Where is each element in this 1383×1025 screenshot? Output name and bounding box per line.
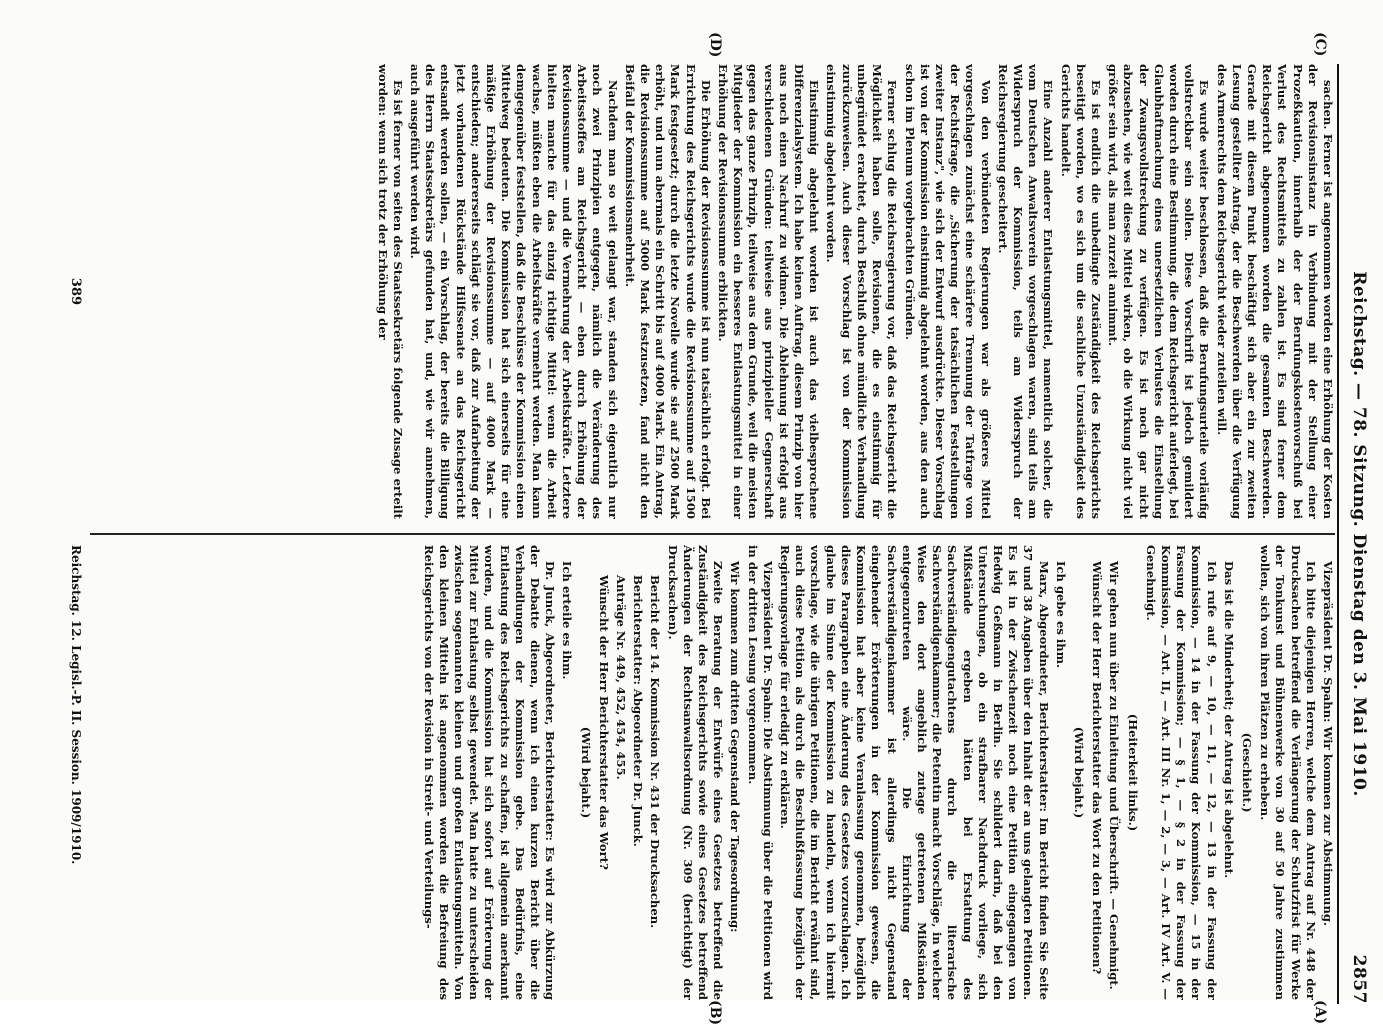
header-title: Reichstag. — 78. Sitzung. Dienstag den 3. Mai 1910. — [1349, 271, 1369, 797]
header-rule — [1337, 64, 1339, 1004]
right-column — [90, 64, 1335, 519]
paragraph: Ich erteile es ihm. — [560, 561, 575, 680]
paragraph: Dr. Junck, Abgeordneter, Berichterstatter: Es wird zur Abkürzung der Debatte dienen, wenn ich einen kurzen Bericht über die Verhandlungen der Kommission gebe. Das Bedürfnis, eine Entlastung des Reichsgerichts zu schaffen, ist allgemein anerkannt worden, und die Kommission hat sich sofort auf Erörterung der Mittel zur Entlastung selbst gewendet. Man hatte zu unterscheiden zwischen sogenannten kleinen und großen Entlastungsmitteln. Von den kleinen Mitteln ist angenommen worden die Befreiung des Reichsgerichts von der Revision in Streit- und Verteilungs- — [421, 545, 558, 1000]
paragraph: sachen. Ferner ist angenommen worden eine Erhöhung der Kosten der Revisionsinstanz in Verbindung mit der Stellung einer Prozeßkaution, innerhalb der der Berufungskostenvorschuß bei Verlust des Rechtsmittels zu zahlen ist. Es sind ferner dem Reichsgericht abgenommen worden die gesamten Beschwerden. Gerade mit diesem Punkt beschäftigt sich aber ein zur zweiten Lesung gestellter Antrag, der die Beschwerden über die Verfügung des Armenrechts dem Reichsgericht wieder zuteilen will. — [1214, 64, 1335, 519]
paragraph: Das ist die Minderheit; der Antrag ist abgelehnt. — [1221, 561, 1236, 879]
paragraph: Eine Anzahl anderer Entlastungsmittel, namentlich solcher, die vom Deutschen Anwaltsverein vorgeschlagen waren, sind teils am Widerspruch der Kommission, teils am Widerspruch der Reichsregierung gescheitert. — [995, 64, 1056, 519]
paragraph: Es wurde weiter beschlossen, daß die Berufungsurteile vorläufig vollstreckbar sein sollen. Diese Vorschrift ist jedoch gemildert worden durch eine Bestimmung, die dem Reichsgericht auferlegt, bei Glaubhaftmachung eines unersetzlichen Verlustes die Einstellung der Zwangsvollstreckung zu verfügen. Es ist noch gar nicht abzusehen, wie weit dieses Mittel wirken, ob die Wirkung nicht viel größer sein wird, als man zurzeit annimmt. — [1106, 64, 1212, 519]
stage-direction: (Wird bejaht.) — [578, 726, 593, 819]
page-number: 2857 — [1349, 954, 1369, 1004]
paragraph: Bericht der 14. Kommission Nr. 431 der Drucksachen. — [648, 575, 663, 929]
paragraph: Marx, Abgeordneter, Berichterstatter: Im Bericht finden Sie Seite 37 und 38 Angaben über den Inhalt der an uns gelangten Petitionen. Es ist in der Zwischenzeit noch eine Petition eingegangen von Hedwig Geßmann in Berlin. Sie schildert darin, daß bei den Untersuchungen, ob ein strafbarer Nachdruck vorliege, sich Mißstände ergeben hätten bei Erstattung des Sachverständigengutachtens durch die literarische Sachverständigenkammer; die Petentin macht Vorschläge, in welcher Weise den dort angeblich zutage getretenen Mißständen entgegenzutreten wäre. Die Einrichtung der Sachverständigenkammer ist allerdings nicht Gegenstand eingehender Erörterungen in der Kommission gewesen, die Kommission hat aber keine Veranlassung genommen, bezüglich dieses Paragraphen eine Änderung des Gesetzes vorzuschlagen. Ich glaube im Sinne der Kommission zu handeln, wenn ich hiermit vorschlage, wie die übrigen Petitionen, die im Bericht erwähnt sind, auch diese Petition als durch die Beschlußfassung bezüglich der Regierungsvorlage für erledigt zu erklären. — [778, 545, 1051, 1000]
footer-session-info: Reichstag. 12. Legisl.-P. II. Session. 1909/1910. — [69, 545, 83, 865]
stage-direction: (Heiterkeit links.) — [1125, 713, 1140, 832]
column-divider — [90, 533, 1335, 535]
paragraph: Ich gebe es ihm. — [1053, 561, 1068, 669]
stage-direction: (Geschieht.) — [1239, 732, 1254, 813]
paragraph: Die Erhöhung der Revisionssumme ist nun tatsächlich erfolgt. Bei Errichtung des Reichsgerichts wurde die Revisionssumme auf 1500 Mark festgesetzt; durch die letzte Novelle wurde sie auf 2500 Mark erhöht, und nun abermals ein Schritt bis auf 4000 Mark. Ein Antrag, die Revisionssumme auf 5000 Mark festzusetzen, fand nicht den Beifall der Kommissionsmehrheit. — [622, 64, 713, 519]
paragraph: Ich bitte diejenigen Herren, welche dem Antrag auf Nr. 448 der Drucksachen betreffend die Verlängerung der Schutzfrist für Werke der Tonkunst und Bühnenwerke von 30 auf 50 Jahre zustimmen wollen, sich von ihren Plätzen zu erheben. — [1258, 545, 1318, 1000]
stage-direction: (Wird bejaht.) — [1071, 726, 1086, 819]
paragraph: Vizepräsident Dr. Spahn: Die Abstimmung über die Petitionen wird in der dritten Lesung vorgenommen. — [745, 545, 775, 1000]
margin-marker-b: (B) — [707, 1000, 723, 1025]
paragraph: Vizepräsident Dr. Spahn: Wir kommen zur Abstimmung. — [1321, 561, 1335, 927]
paragraph: Wir gehen nun über zu Einleitung und Überschrift. — Genehmigt. — [1107, 561, 1122, 990]
paragraph: Wünscht der Herr Berichterstatter das Wort? — [596, 575, 611, 870]
paragraph: Es ist endlich die unbedingte Zuständigkeit des Reichsgerichts beseitigt worden, wo es sich um die sachliche Unzuständigkeit des Gerichts handelt. — [1058, 64, 1103, 519]
paragraph: Einstimmig abgelehnt worden ist auch das vielbesprochene Differenzialsystem. Ich habe keinen Auftrag, diesem Prinzip von hier aus noch einen Nachruf zu widmen. Die Ablehnung ist erfolgt aus verschiedenen Gründen: teilweise aus prinzipieller Gegnerschaft gegen das ganze Prinzip, teilweise aus dem Grunde, weil die meisten Mitglieder der Kommission ein besseres Entlastungsmittel in einer Erhöhung der Revisionssumme erblickten. — [716, 64, 822, 519]
margin-marker-c: (C) — [1312, 32, 1328, 57]
paragraph: Es ist ferner von seiten des Staatssekretärs folgende Zusage erteilt worden: wenn sich trotz der Erhöhung der — [375, 64, 405, 519]
paragraph: Anträge Nr. 449, 452, 454, 455. — [614, 575, 629, 780]
paragraph: Nachdem man so weit gelangt war, standen sich eigentlich nur noch zwei Prinzipien entgegen, nämlich die Veränderung des Arbeitsstoffes am Reichsgericht — eben durch Erhöhung der Revisionssumme — und die Vermehrung der Arbeitskräfte. Letztere hielten manche für das einzig richtige Mittel: wenn die Arbeit wachse, müßten eben die Arbeitskräfte vermehrt werden. Man kann demgegenüber feststellen, daß die Beschlüsse der Kommission einen Mittelweg bedeuten. Die Kommission hat sich einerseits für eine mäßige Erhöhung der Revisionssumme — auf 4000 Mark — entschieden; andererseits schlägt sie vor, daß zur Aufarbeitung der jetzt vorhandenen Rückstände Hilfssenate an das Reichsgericht entsandt werden sollen, — ein Vorschlag, der bereits die Billigung des Herrn Staatssekretärs gefunden hat, und, wie wir annehmen, auch ausgeführt werden wird. — [408, 64, 620, 519]
page-header — [1333, 64, 1373, 1004]
margin-marker-a: (A) — [1312, 1000, 1328, 1025]
paragraph: Wünscht der Herr Berichterstatter das Wort zu den Petitionen? — [1090, 561, 1105, 975]
agenda-item-title: Zweite Beratung der Entwürfe eines Gesetzes betreffend die Zuständigkeit des Reichsgerichts sowie eines Gesetzes betreffend Änderungen der Rechtsanwaltsordnung (Nr. 309 (berichtigt) der Drucksachen). — [665, 545, 726, 1000]
paragraph: Wir kommen zum dritten Gegenstand der Tagesordnung: — [728, 561, 743, 933]
left-column — [90, 545, 1335, 1000]
footer-signature-number: 389 — [68, 277, 83, 306]
margin-marker-d: (D) — [707, 32, 723, 58]
paragraph: Ich rufe auf 9, — 10, — 11, — 12, — 13 in der Fassung der Kommission, — 14 in der Fassung der Kommission, — 15 in der Fassung der Kommission; — § 1, — § 2 in der Fassung der Kommission, — Art. II, — Art. III Nr. 1, — 2, — 3, — Art. IV Art. V. — Genehmigt. — [1143, 545, 1219, 1000]
paragraph: Von den verbündeten Regierungen war als größeres Mittel vorgeschlagen zunächst eine schärfere Trennung der Tatfrage von der Rechtsfrage, die „Sicherung der tatsächlichen Feststellungen zweiter Instanz", wie sich der Entwurf ausdrückte. Dieser Vorschlag ist von der Kommission einstimmig abgelehnt worden, aus den auch schon im Plenum vorgebrachten Gründen. — [902, 64, 993, 519]
paragraph: Berichterstatter: Abgeordneter Dr. Junck. — [631, 575, 646, 847]
paragraph: Ferner schlug die Reichsregierung vor, daß das Reichsgericht die Möglichkeit haben solle, Revisionen, die es einstimmig für unbegründet erachtet, durch Beschluß ohne mündliche Verhandlung zurückzuweisen. Auch dieser Vorschlag ist von der Kommission einstimmig abgelehnt worden. — [824, 64, 900, 519]
